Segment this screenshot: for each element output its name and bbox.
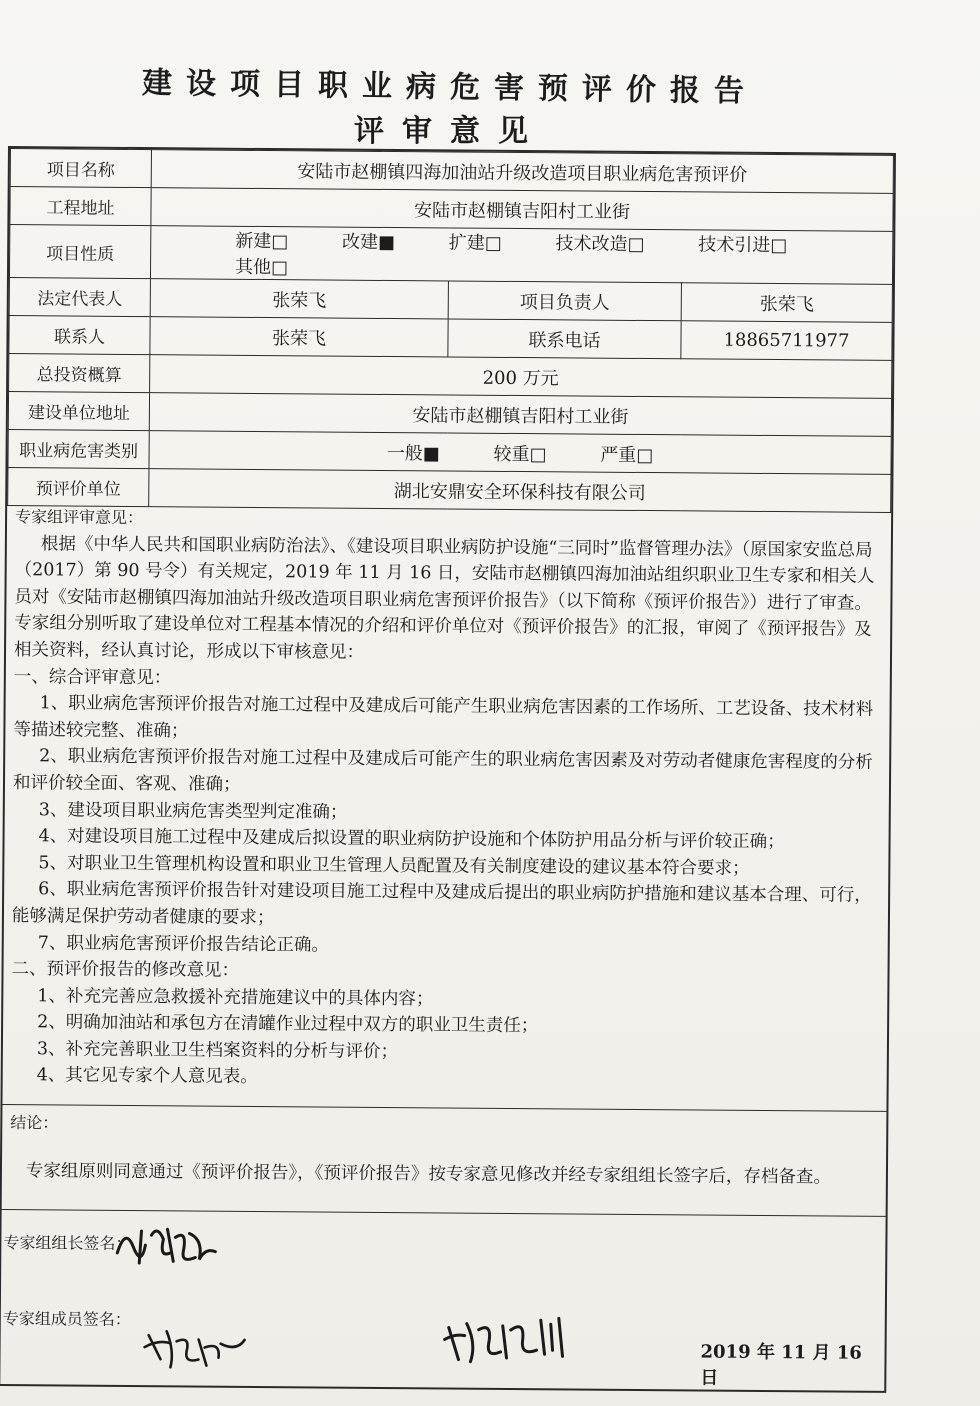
- nature-option-new: 新建□: [235, 230, 289, 253]
- address-label: 工程地址: [10, 187, 151, 226]
- nature-option-other: 其他□: [234, 256, 289, 279]
- nature-option-tech-upgrade: 技术改造□: [555, 233, 645, 256]
- expert-opinion-section: [2, 500, 891, 1112]
- phone-label: 联系电话: [448, 319, 681, 359]
- review-form: [0, 146, 896, 1393]
- evaluator-label: 预评价单位: [8, 468, 149, 507]
- list-item: 3、补充完善职业卫生档案资料的分析与评价；: [36, 1039, 399, 1062]
- nature-option-tech-import: 技术引进□: [698, 234, 788, 257]
- legal-rep-value: 张荣飞: [150, 279, 448, 319]
- nature-label: 项目性质: [9, 225, 150, 279]
- contact-value: 张荣飞: [150, 317, 448, 357]
- project-name-label: 项目名称: [10, 149, 151, 188]
- section-revision-heading: 二、预评价报告的修改意见：: [11, 959, 240, 981]
- nature-option-expand: 扩建□: [448, 232, 502, 254]
- hazard-option-general: 一般■: [386, 442, 440, 464]
- hazard-option-serious: 较重□: [493, 443, 547, 465]
- conclusion-label: 结论：: [10, 1113, 59, 1133]
- evaluator-value: 湖北安鼎安全环保科技有限公司: [149, 469, 891, 513]
- member-signature-image: [440, 1309, 570, 1370]
- list-item: 3、建设项目职业病危害类型判定准确；: [38, 799, 348, 823]
- list-item: 5、对职业卫生管理机构设置和职业卫生管理人员配置及有关制度建设的建议基本符合要求；: [38, 852, 750, 879]
- document-title: 建设项目职业病危害预评价报告: [141, 65, 759, 110]
- list-item: 2、明确加油站和承包方在清罐作业过程中双方的职业卫生责任；: [37, 1012, 539, 1037]
- address-value: 安陆市赵棚镇吉阳村工业街: [151, 188, 893, 232]
- list-item: 4、对建设项目施工过程中及建成后拟设置的职业病防护设施和个体防护用品分析与评价较正确；: [38, 826, 785, 853]
- leader-signature-label: 专家组组长签名：: [3, 1232, 132, 1254]
- document-subtitle: 评审意见: [354, 114, 546, 149]
- opinion-heading: 专家组评审意见：: [15, 507, 144, 528]
- project-info-table: [7, 148, 894, 513]
- phone-value: 18865711977: [681, 321, 892, 361]
- hazard-label: 职业病危害类别: [8, 430, 149, 469]
- leader-signature-image: [111, 1217, 221, 1274]
- hazard-options: [149, 431, 891, 475]
- investment-label: 总投资概算: [9, 354, 150, 393]
- list-item: 1、补充完善应急救援补充措施建议中的具体内容；: [37, 985, 434, 1010]
- manager-value: 张荣飞: [681, 283, 892, 323]
- signature-date: 2019 年 11 月 16 日: [700, 1341, 862, 1389]
- contact-label: 联系人: [9, 316, 150, 355]
- table-row: [9, 225, 892, 285]
- list-item: 6、职业病危害预评价报告针对建设项目施工过程中及建成后提出的职业病防护措施和建议基本合理、可行，能够满足保护劳动者健康的要求；: [11, 879, 872, 929]
- member-signature-image: [140, 1321, 250, 1378]
- list-item: 7、职业病危害预评价报告结论正确。: [37, 932, 329, 956]
- conclusion-text: 专家组原则同意通过《预评价报告》，《预评价报告》按专家意见修改并经专家组组长签字后，存档备查。: [25, 1161, 832, 1188]
- members-signature-label: 专家组成员签名：: [2, 1308, 131, 1330]
- builder-address-value: 安陆市赵棚镇吉阳村工业街: [149, 393, 891, 437]
- list-item: 1、职业病危害预评价报告对施工过程中及建成后可能产生职业病危害因素的工作场所、工艺设备、技术材料等描述较完整、准确；: [13, 693, 874, 742]
- investment-value: 200 万元: [150, 355, 892, 399]
- hazard-option-severe: 严重□: [600, 444, 654, 466]
- list-item: 2、职业病危害预评价报告对施工过程中及建成后可能产生的职业病危害因素及对劳动者健康危害程度的分析和评价较全面、客观、准确；: [12, 746, 873, 795]
- project-name-value: 安陆市赵棚镇四海加油站升级改造项目职业病危害预评价: [151, 150, 893, 194]
- conclusion-section: [2, 1105, 887, 1217]
- nature-option-rebuild: 改建■: [341, 231, 396, 254]
- manager-label: 项目负责人: [448, 281, 681, 321]
- nature-options: [150, 226, 892, 285]
- list-item: 4、其它见专家个人意见表。: [36, 1065, 258, 1088]
- legal-rep-label: 法定代表人: [9, 278, 150, 317]
- section-comprehensive-heading: 一、综合评审意见：: [13, 666, 172, 688]
- opinion-intro: 根据《中华人民共和国职业病防治法》、《建设项目职业病防护设施“三同时”监督管理办法》（原国家安监总局（2017）第 90 号令）有关规定，2019 年 11 月 16 日，安陆市赵棚镇四海加油站组织职业卫生专家和相关人员对《安陆市赵棚镇四海加油站升级改造项目职业病危害预评价报告》（以下简称《预评价报告》）进行了审查。专家组分别听取了建设单位对工程基本情况的介绍和评价单位对《预评价报告》的汇报，审阅了《预评报告》及相关资料，经认真讨论，形成以下审核意见：: [13, 533, 875, 663]
- builder-address-label: 建设单位地址: [8, 392, 149, 431]
- signature-section: [0, 1210, 885, 1395]
